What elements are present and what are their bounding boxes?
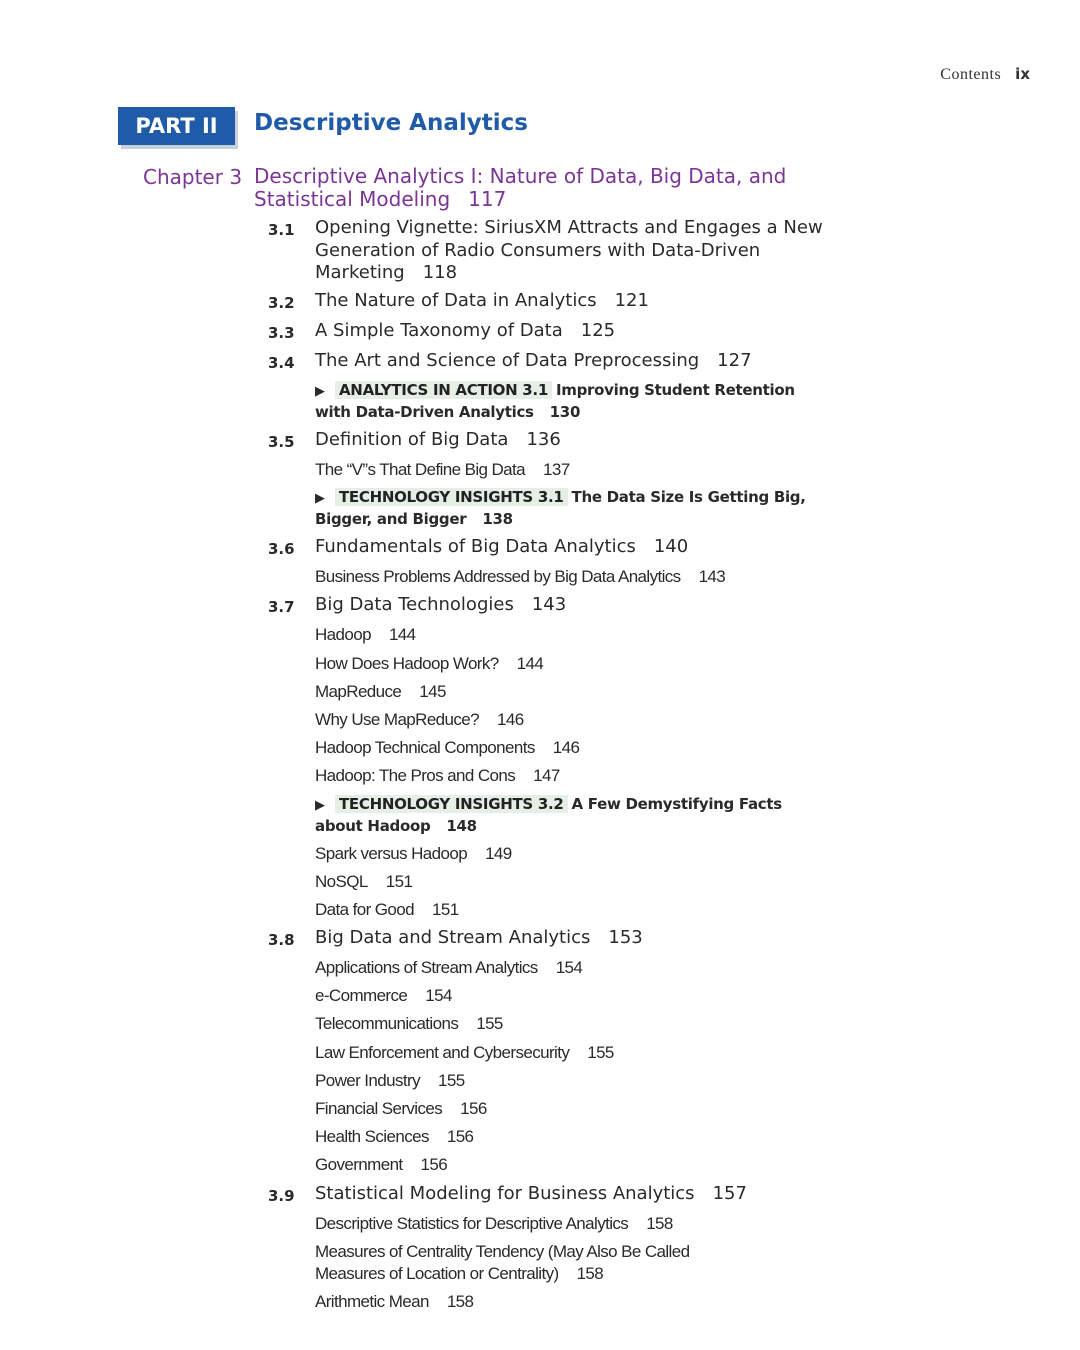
toc-section[interactable] <box>268 217 828 285</box>
part-title: Descriptive Analytics <box>254 110 528 136</box>
page-ref: 149 <box>485 843 512 863</box>
subsection-title: Measures of Centrality Tendency (May Also Be Called Measures of Location or Centrality) <box>315 1241 690 1283</box>
toc-subsection[interactable] <box>315 1241 745 1285</box>
page-ref: 158 <box>646 1213 673 1233</box>
subsection-title: The “V”s That Define Big Data <box>315 460 526 479</box>
subsection-title: Data for Good <box>315 899 414 919</box>
play-triangle-icon: ▶ <box>315 797 325 813</box>
feature-title: Improving Student Retention with Data-Driven Analytics <box>315 381 795 421</box>
toc-subsection[interactable] <box>315 871 828 893</box>
toc-subsection[interactable] <box>315 899 828 921</box>
running-header <box>940 64 1030 84</box>
toc-subsection[interactable] <box>315 957 828 979</box>
toc-subsection[interactable] <box>315 1070 828 1092</box>
chapter-title-text: Descriptive Analytics I: Nature of Data, Big Data, and Statistical Modeling <box>254 164 787 211</box>
page-ref: 118 <box>422 262 458 283</box>
subsection-title: Spark versus Hadoop <box>315 843 468 863</box>
section-title: The Nature of Data in Analytics <box>315 290 597 311</box>
page-ref: 125 <box>580 320 616 341</box>
page-ref: 156 <box>460 1099 487 1118</box>
page-ref: 154 <box>425 986 452 1006</box>
toc-feature-box[interactable] <box>315 380 828 423</box>
section-title: A Simple Taxonomy of Data <box>315 320 563 341</box>
subsection-title: Hadoop <box>315 625 371 645</box>
page-ref: 146 <box>497 709 524 729</box>
page-ref: 151 <box>431 899 459 919</box>
feature-title: The Data Size Is Getting Big, Bigger, and Bigger <box>315 488 806 529</box>
page-ref: 155 <box>587 1042 614 1062</box>
page-ref: 147 <box>533 766 560 786</box>
table-of-contents <box>268 217 828 1319</box>
page-ref: 121 <box>614 290 649 311</box>
toc-section[interactable] <box>268 429 828 454</box>
subsection-title: Applications of Stream Analytics <box>315 958 538 978</box>
page-ref: 140 <box>653 536 689 558</box>
page-ref: 143 <box>531 594 567 616</box>
toc-subsection[interactable] <box>315 1213 828 1235</box>
subsection-title: e-Commerce <box>315 986 408 1006</box>
page-ref: 158 <box>446 1291 474 1311</box>
toc-subsection[interactable] <box>315 681 828 703</box>
toc-subsection[interactable] <box>315 1013 828 1035</box>
page-ref: 137 <box>543 460 570 479</box>
feature-tag: TECHNOLOGY INSIGHTS 3.1 <box>335 488 568 506</box>
toc-section[interactable] <box>268 320 828 345</box>
toc-subsection[interactable] <box>315 1291 828 1313</box>
section-number: 3.9 <box>268 1186 295 1205</box>
subsection-title: Business Problems Addressed by Big Data Analytics <box>315 567 681 587</box>
toc-subsection[interactable] <box>315 459 828 481</box>
feature-tag: TECHNOLOGY INSIGHTS 3.2 <box>335 795 568 813</box>
toc-subsection[interactable] <box>315 765 828 787</box>
section-title: Big Data and Stream Analytics <box>315 927 591 949</box>
subsection-title: How Does Hadoop Work? <box>315 653 499 673</box>
play-triangle-icon: ▶ <box>315 491 325 507</box>
section-number: 3.2 <box>268 294 295 312</box>
page-ref: 148 <box>446 816 477 835</box>
toc-section[interactable] <box>268 927 828 952</box>
toc-subsection[interactable] <box>315 1042 828 1064</box>
feature-title: A Few Demystifying Facts about Hadoop <box>315 794 782 835</box>
toc-subsection[interactable] <box>315 843 828 865</box>
page-ref: 157 <box>712 1182 747 1204</box>
subsection-title: Hadoop Technical Components <box>315 738 535 758</box>
section-title: Definition of Big Data <box>315 429 509 450</box>
section-number: 3.4 <box>268 354 295 372</box>
toc-subsection[interactable] <box>315 1154 828 1176</box>
subsection-title: NoSQL <box>315 871 368 891</box>
play-triangle-icon: ▶ <box>315 384 325 399</box>
page-ref: 130 <box>549 403 581 421</box>
toc-subsection[interactable] <box>315 1126 828 1148</box>
section-number: 3.8 <box>268 931 295 950</box>
toc-section[interactable] <box>268 350 828 375</box>
subsection-title: MapReduce <box>315 681 402 701</box>
subsection-title: Power Industry <box>315 1070 420 1090</box>
toc-section[interactable] <box>268 536 828 561</box>
section-number: 3.5 <box>268 433 295 451</box>
toc-subsection[interactable] <box>315 985 828 1007</box>
page-number: ix <box>1015 65 1030 83</box>
section-title: Big Data Technologies <box>315 594 514 616</box>
toc-section[interactable] <box>268 594 828 619</box>
page-ref: 144 <box>388 625 416 645</box>
page-ref: 143 <box>698 567 726 587</box>
toc-subsection[interactable] <box>315 1098 828 1120</box>
section-title: Fundamentals of Big Data Analytics <box>315 536 636 558</box>
section-number: 3.6 <box>268 540 295 559</box>
section-number: 3.1 <box>268 221 295 239</box>
subsection-title: Descriptive Statistics for Descriptive Analytics <box>315 1213 629 1233</box>
toc-feature-box[interactable] <box>315 794 828 837</box>
toc-subsection[interactable] <box>315 709 828 731</box>
page-ref: 145 <box>419 681 446 701</box>
page-ref: 155 <box>476 1014 503 1034</box>
toc-subsection[interactable] <box>315 653 828 675</box>
subsection-title: Hadoop: The Pros and Cons <box>315 766 516 786</box>
toc-subsection[interactable] <box>315 624 828 646</box>
section-number: 3.7 <box>268 598 295 617</box>
page-ref: 138 <box>482 510 513 529</box>
page-ref: 151 <box>385 871 413 891</box>
section-title: Statistical Modeling for Business Analytics <box>315 1182 695 1204</box>
toc-subsection[interactable] <box>315 737 828 759</box>
page-ref: 146 <box>552 738 580 758</box>
section-title: The Art and Science of Data Preprocessing <box>315 350 700 371</box>
page-ref: 136 <box>526 429 561 450</box>
page-ref: 144 <box>516 653 544 673</box>
page-ref: 156 <box>420 1155 448 1175</box>
page-ref: 127 <box>717 350 752 371</box>
page-ref: 153 <box>608 927 643 949</box>
subsection-title: Financial Services <box>315 1099 443 1118</box>
subsection-title: Why Use MapReduce? <box>315 709 479 729</box>
feature-tag: ANALYTICS IN ACTION 3.1 <box>335 381 552 399</box>
page-ref: 155 <box>437 1070 465 1090</box>
page-ref: 156 <box>446 1127 474 1147</box>
chapter-label: Chapter 3 <box>143 165 243 189</box>
part-label: PART II <box>118 107 235 145</box>
section-number: 3.3 <box>268 324 295 342</box>
chapter-page: 117 <box>468 187 507 211</box>
chapter-title[interactable] <box>254 165 814 211</box>
running-header-label: Contents <box>940 66 1002 83</box>
subsection-title: Arithmetic Mean <box>315 1291 429 1311</box>
subsection-title: Health Sciences <box>315 1127 429 1147</box>
toc-section[interactable] <box>268 290 828 315</box>
page-ref: 154 <box>555 958 583 978</box>
toc-feature-box[interactable] <box>315 487 828 530</box>
toc-section[interactable] <box>268 1183 828 1208</box>
toc-subsection[interactable] <box>315 566 828 588</box>
subsection-title: Government <box>315 1155 403 1175</box>
subsection-title: Telecommunications <box>315 1014 459 1034</box>
subsection-title: Law Enforcement and Cybersecurity <box>315 1042 570 1062</box>
section-title: Opening Vignette: SiriusXM Attracts and Engages a New Generation of Radio Consumers with Data-Driven Marketing <box>315 217 823 283</box>
page-ref: 158 <box>576 1263 604 1283</box>
